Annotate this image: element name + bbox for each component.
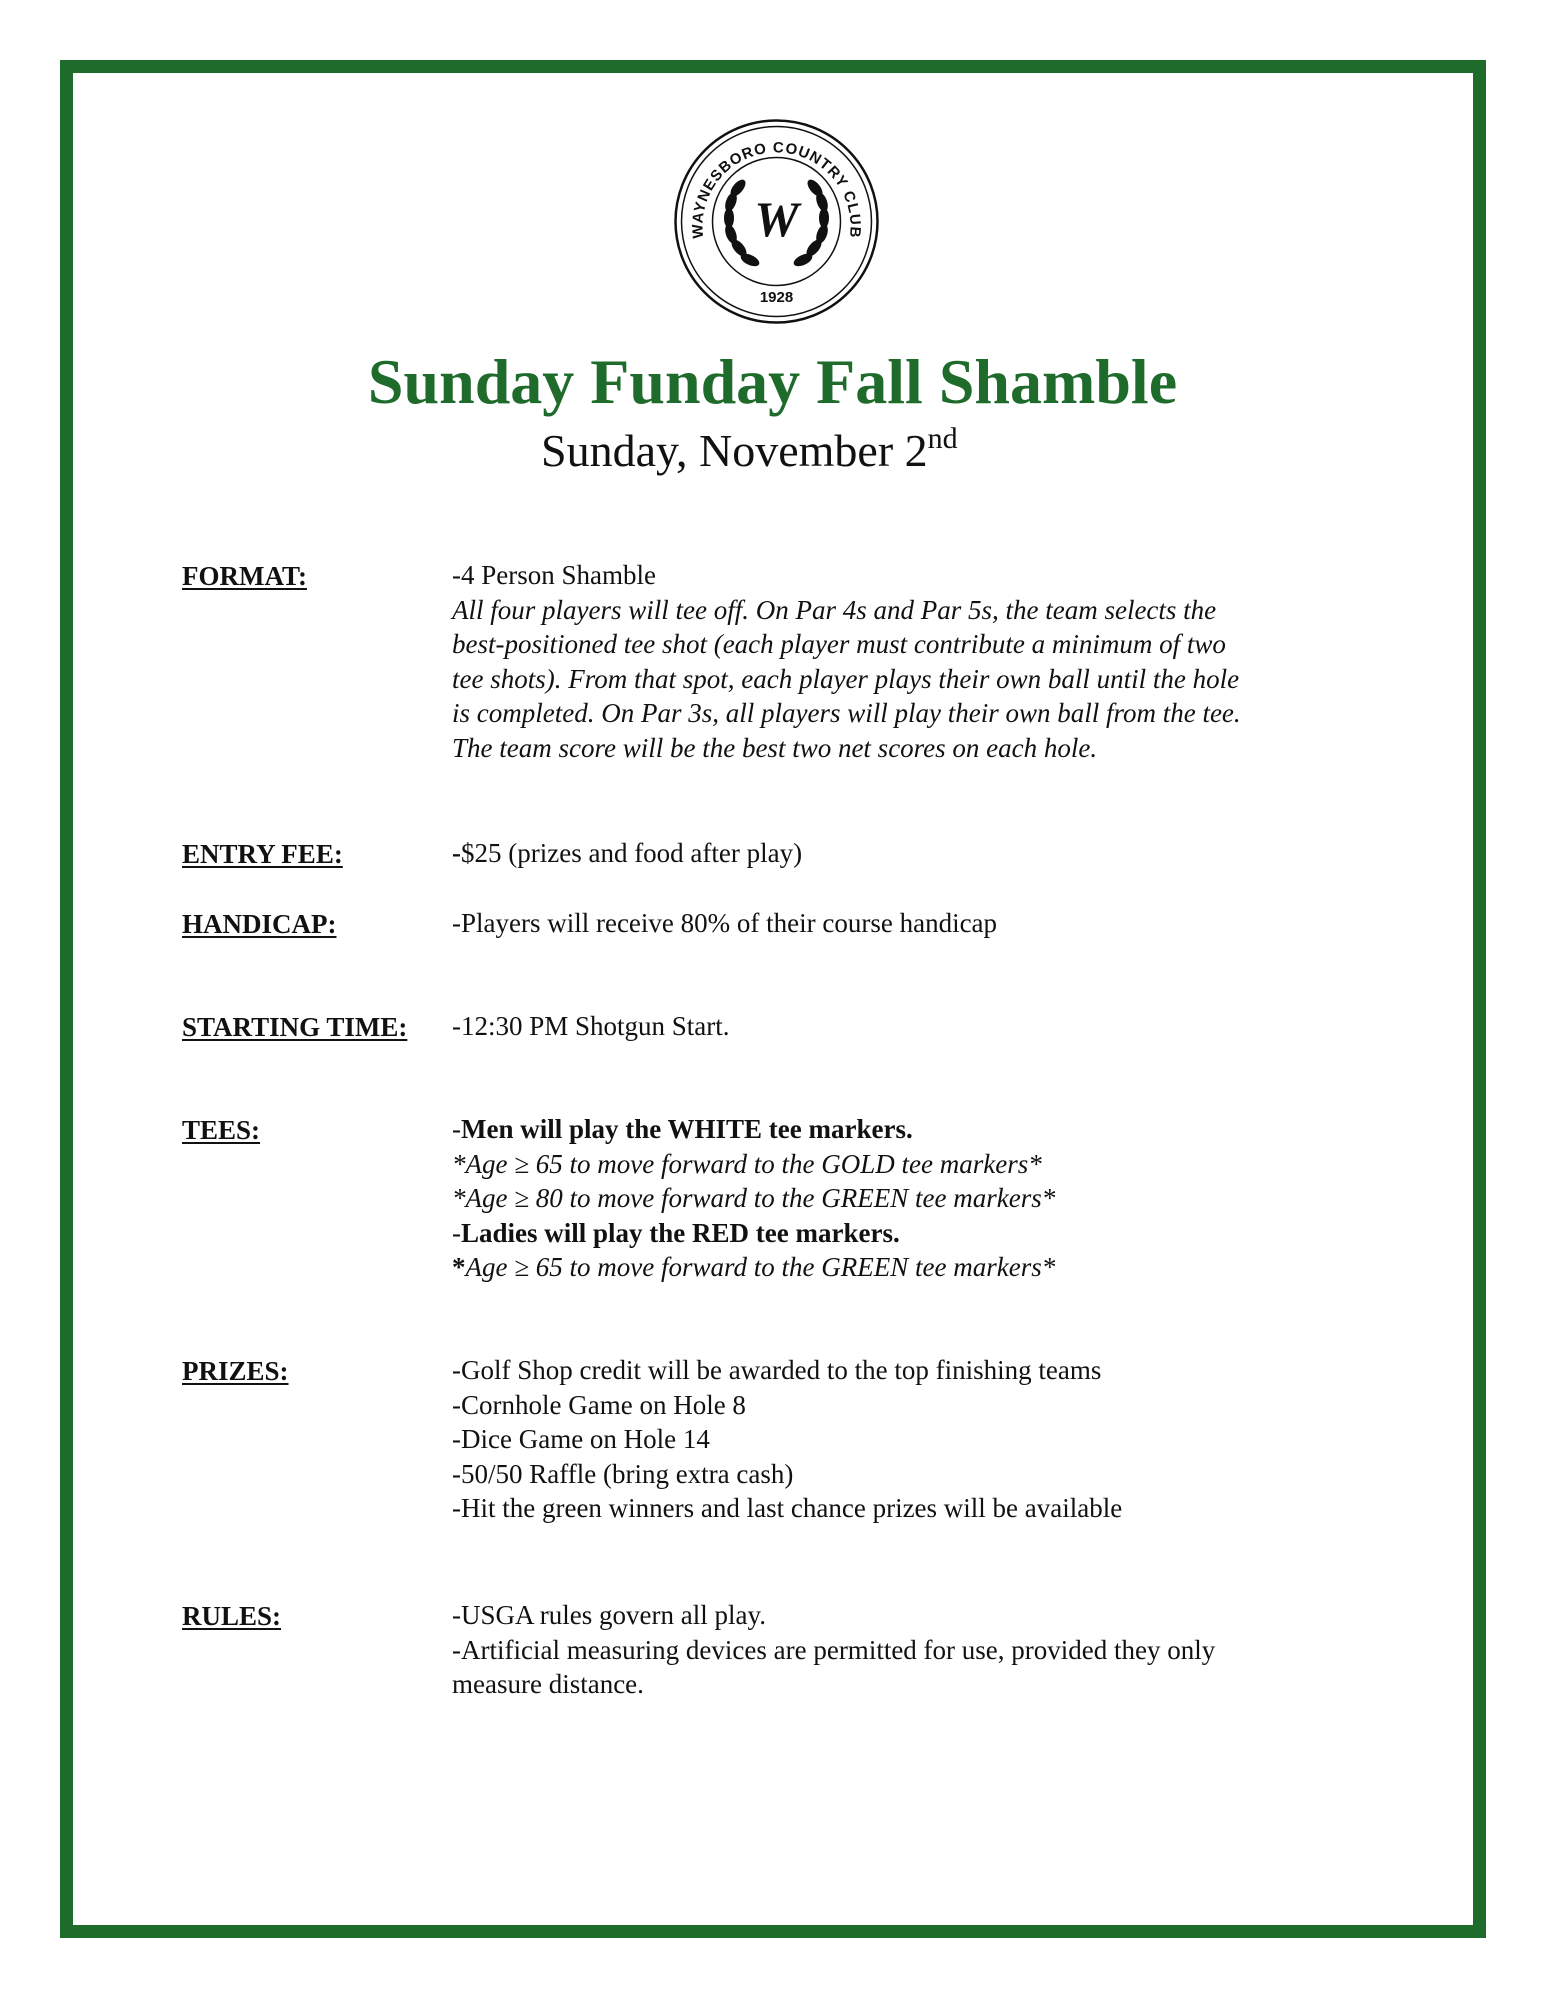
event-date-main: Sunday, November 2	[541, 425, 928, 476]
tees-age-rule: *Age ≥ 65 to move forward to the GOLD tee markers*	[452, 1148, 1042, 1179]
prizes-label: PRIZES:	[182, 1356, 289, 1386]
tees-label: TEES:	[182, 1115, 261, 1145]
handicap-content	[452, 906, 1352, 941]
format-desc-line: best-positioned tee shot (each player must contribute a minimum of two	[452, 629, 1226, 659]
seal-ring-text: WAYNESBORO COUNTRY CLUB	[689, 139, 864, 240]
tees-men-dash: -	[452, 1114, 461, 1144]
prize-item: -Dice Game on Hole 14	[452, 1424, 710, 1454]
tees-men-text: Men will play the WHITE tee markers.	[461, 1114, 913, 1144]
format-desc-line: The team score will be the best two net scores on each hole.	[452, 732, 1098, 763]
tees-ladies-dash: -	[452, 1217, 461, 1248]
format-desc-line: All four players will tee off. On Par 4s and Par 5s, the team selects the	[452, 594, 1217, 625]
entry-fee-dash: -	[452, 838, 461, 868]
format-desc-line: is completed. On Par 3s, all players will play their own ball from the tee.	[452, 698, 1241, 728]
prize-item: -Cornhole Game on Hole 8	[452, 1389, 746, 1420]
tees-ladies	[452, 1216, 1352, 1251]
format-content	[452, 558, 1352, 765]
tees-age-rule	[452, 1250, 1352, 1285]
rules-content	[452, 1598, 1352, 1702]
rule-item: measure distance.	[452, 1669, 644, 1699]
entry-fee-text	[452, 836, 1352, 871]
format-line: -4 Person Shamble	[452, 560, 656, 590]
handicap-label: HANDICAP:	[182, 909, 337, 939]
format-label: FORMAT:	[182, 561, 307, 591]
handicap-text: -Players will receive 80% of their course handicap	[452, 908, 998, 938]
prize-item: -Golf Shop credit will be awarded to the top finishing teams	[452, 1355, 1102, 1385]
rule-item: -USGA rules govern all play.	[452, 1600, 766, 1630]
prize-item: -50/50 Raffle (bring extra cash)	[452, 1458, 794, 1489]
rule-item: -Artificial measuring devices are permitted for use, provided they only	[452, 1634, 1216, 1665]
tees-age-rule: *Age ≥ 80 to move forward to the GREEN tee markers*	[452, 1183, 1056, 1213]
tees-age-text: Age ≥ 65 to move forward to the GREEN tee markers*	[465, 1252, 1056, 1282]
tees-ladies-text: Ladies will play the RED tee markers.	[461, 1217, 900, 1248]
format-desc-line: tee shots). From that spot, each player plays their own ball until the hole	[452, 663, 1240, 694]
seal-monogram: W	[754, 191, 799, 247]
entry-fee-value: $25 (prizes and food after play)	[461, 838, 803, 868]
prize-item: -Hit the green winners and last chance prizes will be available	[452, 1493, 1123, 1523]
event-title: Sunday Funday Fall Shamble	[367, 346, 1178, 417]
tees-age-star: *	[452, 1252, 466, 1282]
event-date-suffix: nd	[927, 422, 958, 455]
event-date	[541, 422, 958, 476]
starting-time-text: -12:30 PM Shotgun Start.	[452, 1011, 730, 1041]
starting-time-label: STARTING TIME:	[182, 1012, 408, 1042]
tees-men	[452, 1112, 1352, 1147]
rules-label: RULES:	[182, 1601, 282, 1631]
entry-fee-label: ENTRY FEE:	[182, 839, 343, 869]
club-seal-logo	[673, 118, 880, 325]
starting-time-content	[452, 1009, 1352, 1044]
prizes-content	[452, 1353, 1352, 1526]
seal-year: 1928	[759, 289, 794, 306]
entry-fee-content	[452, 836, 1352, 871]
format-description	[452, 593, 1352, 766]
tees-content	[452, 1112, 1352, 1285]
